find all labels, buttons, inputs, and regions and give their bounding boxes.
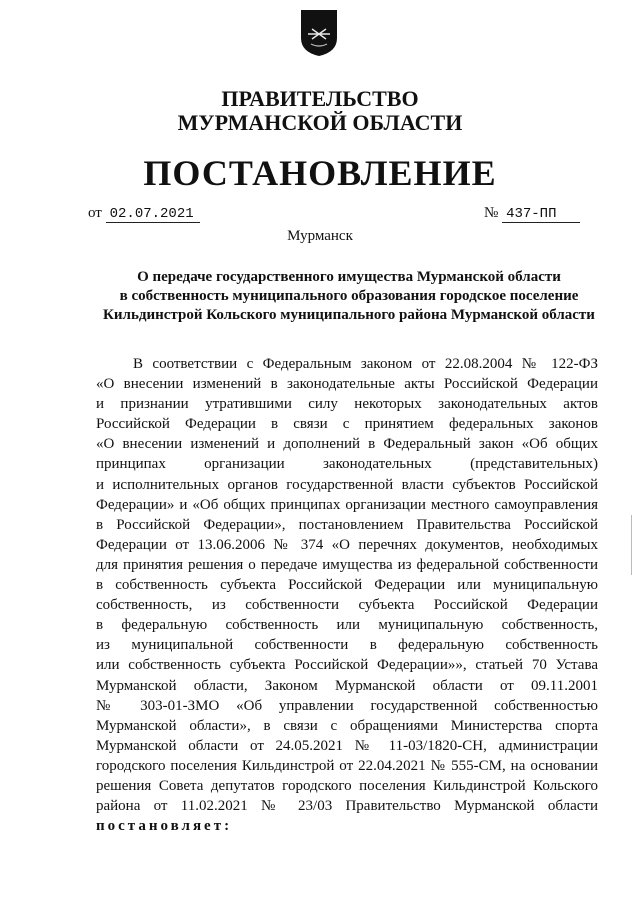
- body-line: Мурманской области, Законом Мурманской области от 09.11.2001: [96, 677, 598, 694]
- body-line: решения Совета депутатов городского поселения Кильдинстрой Кольского: [96, 777, 598, 794]
- body-line: принципах организации законодательных (представительных): [96, 456, 598, 473]
- body-line: и исполнительных органов государственной власти субъектов Российской: [96, 476, 598, 493]
- org-name-line2: МУРМАНСКОЙ ОБЛАСТИ: [177, 110, 463, 135]
- org-name-line1: ПРАВИТЕЛЬСТВО: [221, 86, 419, 111]
- body-line: городского поселения Кильдинстрой от 22.04.2021 № 555-СМ, на основании: [96, 757, 598, 774]
- resolution-word: постановляет:: [96, 818, 233, 835]
- document-type: ПОСТАНОВЛЕНИЕ: [143, 153, 497, 193]
- body-line: Федерации» и «Об общих принципах организации местного самоуправления: [96, 496, 598, 513]
- body-line: Российской Федерации в связи с принятием федеральных законов: [96, 416, 598, 433]
- document-date: 02.07.2021: [106, 206, 200, 223]
- date-prefix: от: [88, 205, 102, 221]
- city: Мурманск: [287, 228, 353, 244]
- body-line: № 303-01-ЗМО «Об управлении государственной собственностью: [96, 697, 598, 714]
- title-line: в собственность муниципального образования городское поселение: [119, 288, 579, 304]
- document-body: [96, 354, 598, 836]
- body-line: в федеральную собственность или муниципальную собственность,: [96, 617, 598, 634]
- body-line: Федерации от 13.06.2006 № 374 «О перечнях документов, необходимых: [96, 536, 598, 553]
- body-line: В соответствии с Федеральным законом от 22.08.2004 № 122-ФЗ: [133, 356, 598, 372]
- body-line: Мурманской области от 24.05.2021 № 11-03/1820-СН, администрации: [96, 737, 598, 754]
- title-line: Кильдинстрой Кольского муниципального района Мурманской области: [103, 307, 595, 323]
- body-line: для принятия решения о передаче имущества из федеральной собственности: [96, 556, 598, 573]
- body-line: Мурманской области», в связи с обращениями Министерства спорта: [96, 717, 598, 734]
- body-line: и признании утратившими силу некоторых законодательных актов: [96, 396, 598, 413]
- coat-of-arms-icon: [299, 8, 339, 58]
- body-line: или собственность субъекта Российской Федерации»», статьей 70 Устава: [96, 657, 598, 674]
- title-line: О передаче государственного имущества Мурманской области: [137, 269, 561, 285]
- body-line: из муниципальной собственности в федеральную собственность: [96, 637, 598, 654]
- scan-edge-mark: [631, 515, 638, 575]
- body-line: собственность, из собственности субъекта Российской Федерации: [96, 597, 598, 614]
- date-line: [88, 205, 200, 223]
- body-line: «О внесении изменений в законодательные акты Российской Федерации: [96, 376, 598, 393]
- document-number: 437-ПП: [502, 206, 580, 223]
- body-line: района от 11.02.2021 № 23/03 Правительство Мурманской области: [96, 798, 598, 815]
- body-line: «О внесении изменений и дополнений в Федеральный закон «Об общих: [96, 436, 598, 453]
- number-line: [484, 205, 580, 223]
- body-line: в Российской Федерации», постановлением Правительства Российской: [96, 516, 598, 533]
- number-prefix: №: [484, 205, 499, 221]
- body-line: в собственность субъекта Российской Федерации или муниципальную: [96, 577, 598, 594]
